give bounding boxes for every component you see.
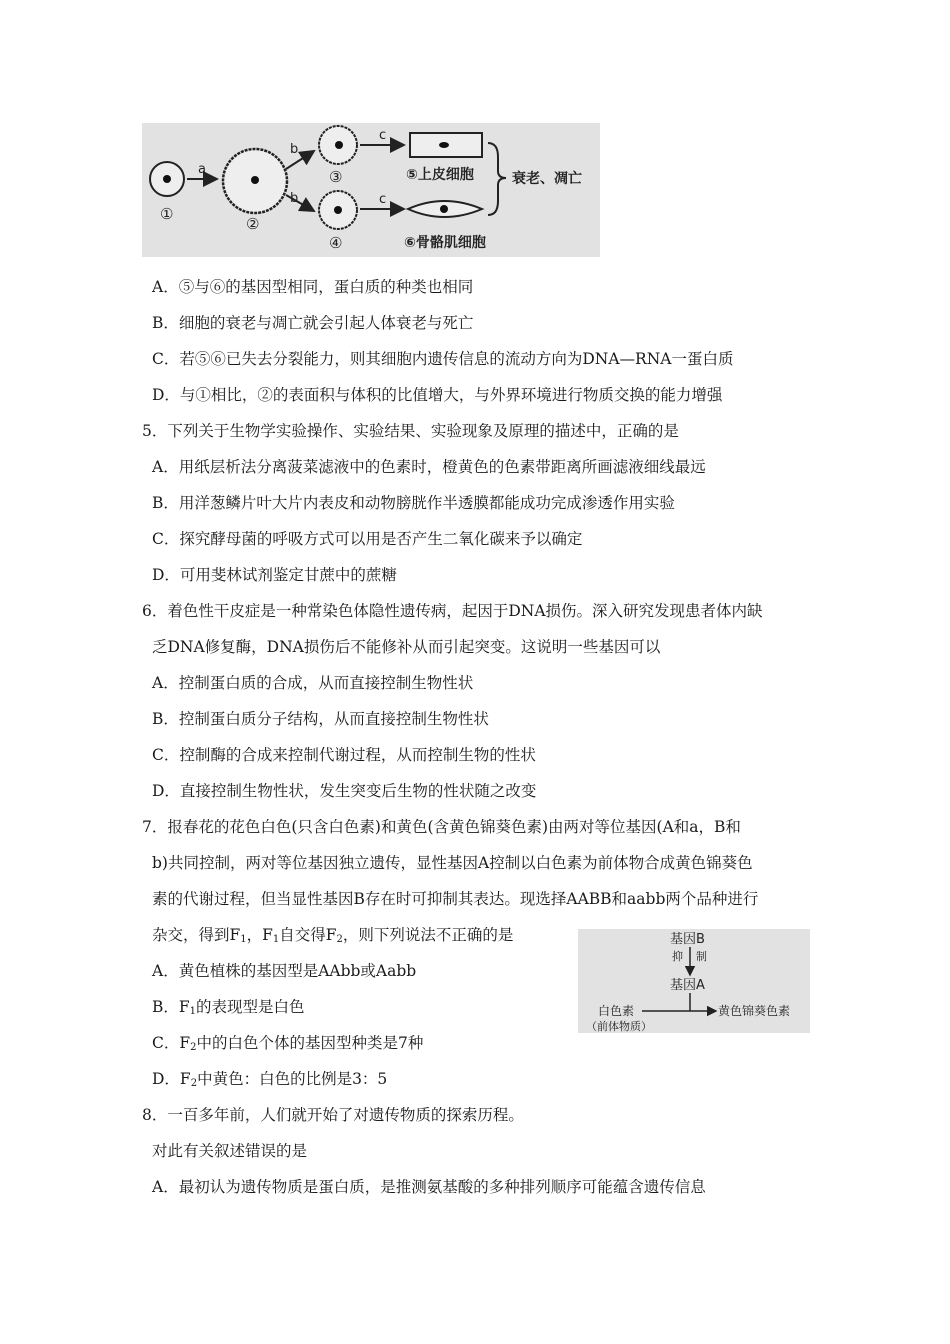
q4-option-a: A．⑤与⑥的基因型相同，蛋白质的种类也相同 bbox=[152, 278, 474, 296]
cell-3-label: ③ bbox=[329, 168, 343, 186]
fate-label: 衰老、凋亡 bbox=[512, 171, 582, 187]
q5-option-a: A．用纸层析法分离菠菜滤液中的色素时，橙黄色的色素带距离所画滤液细线最远 bbox=[152, 458, 706, 476]
gene-a-label: 基因A bbox=[670, 978, 705, 993]
q4-option-b: B．细胞的衰老与凋亡就会引起人体衰老与死亡 bbox=[152, 314, 474, 332]
q8-option-a: A．最初认为遗传物质是蛋白质，是推测氨基酸的多种排列顺序可能蕴含遗传信息 bbox=[152, 1178, 706, 1196]
muscle-cell-label: ⑥骨骼肌细胞 bbox=[404, 235, 486, 251]
cell-1-label: ① bbox=[160, 205, 174, 223]
gene-pathway-figure bbox=[578, 929, 810, 1033]
inhibit-label-2: 制 bbox=[696, 950, 707, 963]
arrow-b1-label: b bbox=[290, 142, 299, 157]
q6-option-b: B．控制蛋白质分子结构，从而直接控制生物性状 bbox=[152, 710, 489, 728]
q5-stem: 5．下列关于生物学实验操作、实验结果、实验现象及原理的描述中，正确的是 bbox=[142, 422, 679, 440]
q6-stem-line2: 乏DNA修复酶，DNA损伤后不能修补从而引起突变。这说明一些基因可以 bbox=[152, 638, 661, 656]
gene-b-label: 基因B bbox=[670, 932, 705, 947]
epithelial-cell-label: ⑤上皮细胞 bbox=[406, 167, 474, 183]
q4-option-c: C．若⑤⑥已失去分裂能力，则其细胞内遗传信息的流动方向为DNA—RNA一蛋白质 bbox=[152, 350, 734, 368]
q4-option-d: D．与①相比，②的表面积与体积的比值增大，与外界环境进行物质交换的能力增强 bbox=[152, 386, 723, 404]
q7-option-a: A．黄色植株的基因型是AAbb或Aabb bbox=[152, 962, 417, 980]
arrow-c2-label: c bbox=[379, 192, 387, 207]
arrow-b2-label: b bbox=[290, 191, 299, 206]
cell-2-label: ② bbox=[246, 215, 260, 233]
q7-stem-line3: 素的代谢过程，但当显性基因B存在时可抑制其表达。现选择AABB和aabb两个品种进行 bbox=[152, 890, 759, 908]
q5-option-c: C．探究酵母菌的呼吸方式可以用是否产生二氧化碳来予以确定 bbox=[152, 530, 583, 548]
q7-stem-line4: 杂交，得到$F_1$，$F_1$自交得$F_2$，则下列说法不正确的是 bbox=[152, 926, 514, 945]
white-pigment-label: 白色素 bbox=[598, 1004, 635, 1018]
arrow-a-label: a bbox=[198, 162, 206, 177]
q7-stem-line2: b)共同控制，两对等位基因独立遗传，显性基因A控制以白色素为前体物合成黄色锦葵色 bbox=[152, 854, 753, 872]
cell-4-label: ④ bbox=[329, 234, 343, 252]
inhibit-label-1: 抑 bbox=[672, 950, 683, 963]
cell-differentiation-figure bbox=[142, 123, 600, 257]
q7-option-c: C．$F_2$中的白色个体的基因型种类是7种 bbox=[152, 1034, 424, 1053]
q7-option-d: D．$F_2$中黄色：白色的比例是3：5 bbox=[152, 1070, 388, 1089]
precursor-label: （前体物质） bbox=[586, 1020, 652, 1033]
q6-option-c: C．控制酶的合成来控制代谢过程，从而控制生物的性状 bbox=[152, 746, 536, 764]
arrow-c1-label: c bbox=[379, 128, 387, 143]
q8-stem-line2: 对此有关叙述错误的是 bbox=[152, 1142, 308, 1160]
q6-stem-line1: 6．着色性干皮症是一种常染色体隐性遗传病，起因于DNA损伤。深入研究发现患者体内缺 bbox=[142, 602, 763, 620]
q6-option-a: A．控制蛋白质的合成，从而直接控制生物性状 bbox=[152, 674, 474, 692]
q5-option-b: B．用洋葱鳞片叶大片内表皮和动物膀胱作半透膜都能成功完成渗透作用实验 bbox=[152, 494, 675, 512]
q6-option-d: D．直接控制生物性状，发生突变后生物的性状随之改变 bbox=[152, 782, 537, 800]
yellow-pigment-label: 黄色锦葵色素 bbox=[718, 1004, 791, 1018]
q7-option-b: B．$F_1$的表现型是白色 bbox=[152, 998, 305, 1017]
q8-stem-line1: 8．一百多年前，人们就开始了对遗传物质的探索历程。 bbox=[142, 1106, 524, 1124]
q7-stem-line1: 7．报春花的花色白色(只含白色素)和黄色(含黄色锦葵色素)由两对等位基因(A和a，B和 bbox=[142, 818, 741, 836]
q5-option-d: D．可用斐林试剂鉴定甘蔗中的蔗糖 bbox=[152, 566, 397, 584]
